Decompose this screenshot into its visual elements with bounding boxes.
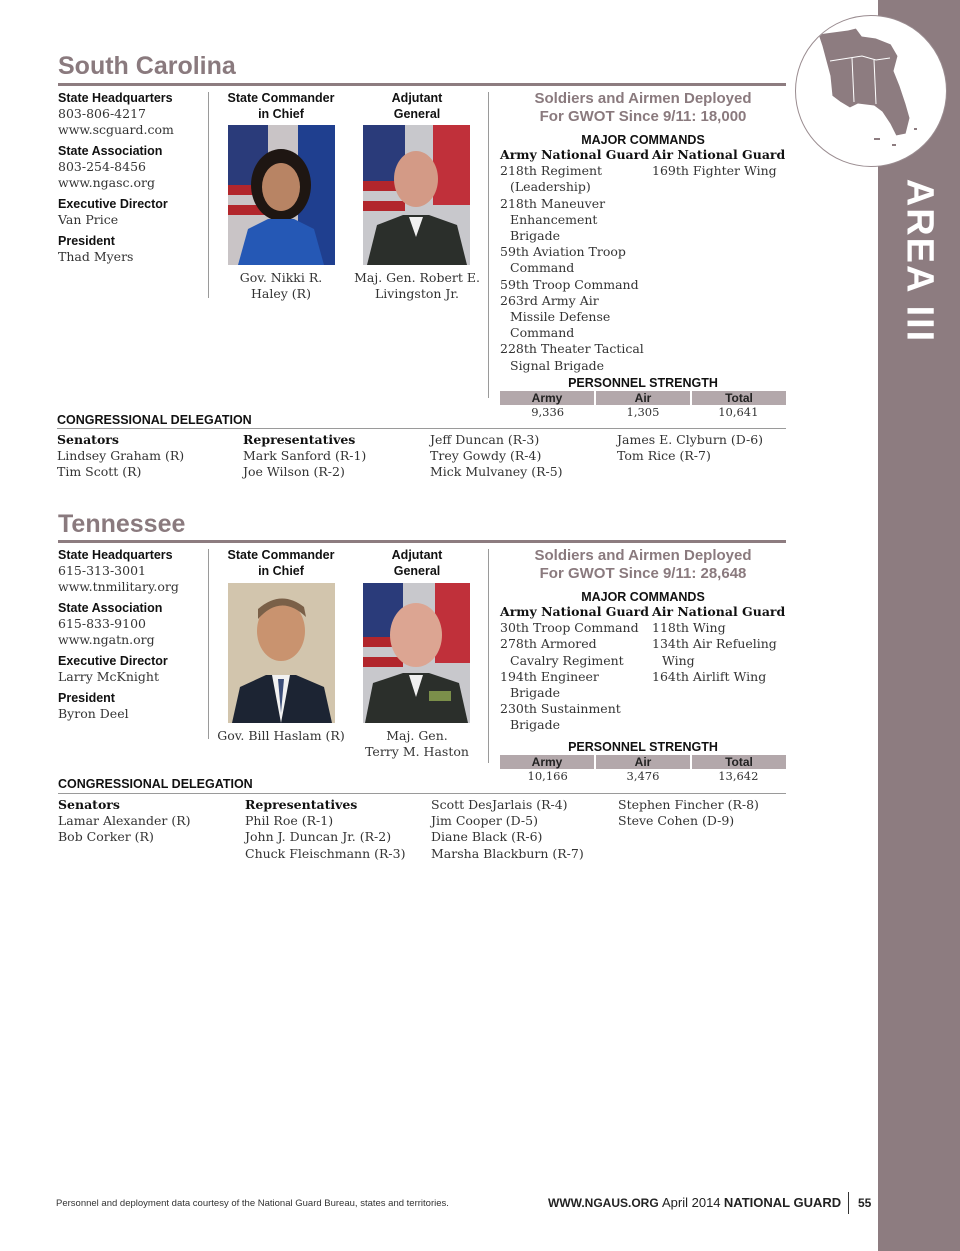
assoc-phone: 615-833-9100 [58,616,146,631]
assoc-url[interactable]: www.ngasc.org [58,175,155,190]
president-name: Thad Myers [58,249,134,264]
delegation-member: Trey Gowdy (R-4) [430,448,542,464]
divider [488,92,489,398]
adjutant-caption: Maj. Gen. Terry M. Haston [365,728,469,759]
ps-total-value: 13,642 [718,769,759,783]
delegation-col-2 [245,797,425,862]
president-label: President [58,234,115,248]
air-command-line: Wing [662,652,695,668]
exec-label: Executive Director [58,197,168,211]
delegation-member: Jim Cooper (D-5) [431,813,538,829]
air-command-line: 134th Air Refueling [652,636,777,652]
exec-name: Larry McKnight [58,669,160,684]
adjutant-caption: Maj. Gen. Robert E. Livingston Jr. [354,270,480,301]
footer-issue: April 2014 [662,1195,721,1210]
delegation-member: Stephen Fincher (R-8) [618,797,759,812]
hq-url[interactable]: www.tnmilitary.org [58,579,179,594]
ps-air-value: 1,305 [626,405,660,419]
personnel-strength-header-bar [500,391,786,405]
delegation-member: Diane Black (R-6) [431,829,543,845]
congressional-delegation-heading: CONGRESSIONAL DELEGATION [57,413,252,427]
gwot-deployed: Soldiers and Airmen Deployed For GWOT Since 9/11: 28,648 [534,547,752,582]
gwot-deployed: Soldiers and Airmen Deployed For GWOT Since 9/11: 18,000 [534,90,752,125]
ps-col-total: Total [725,391,753,405]
divider [208,92,209,298]
footer-divider [848,1192,849,1214]
hq-phone: 615-313-3001 [58,563,146,578]
army-command-line: Brigade [510,717,561,733]
army-command-line: Command [510,260,575,276]
governor-photo [228,583,335,723]
divider [58,793,786,794]
army-heading: Army National Guard [500,604,649,619]
delegation-member: Joe Wilson (R-2) [243,464,345,480]
delegation-column-heading: Senators [57,432,119,447]
major-commands-heading: MAJOR COMMANDS [581,590,705,604]
air-command-line: 118th Wing [652,620,726,636]
adjutant-general-photo [363,125,470,265]
army-command-line: Brigade [510,685,561,701]
delegation-member: Mark Sanford (R-1) [243,448,367,464]
ps-col-air: Air [596,755,692,769]
delegation-member: Bob Corker (R) [58,829,154,845]
governor-caption: Gov. Nikki R. Haley (R) [239,270,323,301]
delegation-member: Chuck Fleischmann (R-3) [245,845,406,861]
delegation-member: John J. Duncan Jr. (R-2) [245,829,392,845]
army-command-line: 228th Theater Tactical [500,341,644,357]
footer-credit: Personnel and deployment data courtesy of the National Guard Bureau, states and territories. [56,1198,449,1209]
ps-army-value: 9,336 [531,405,565,419]
exec-name: Van Price [58,212,119,227]
region-map [795,15,947,167]
hq-phone: 803-806-4217 [58,106,146,121]
delegation-col-4 [617,432,787,464]
army-command-line: Signal Brigade [510,357,605,373]
delegation-member: Jeff Duncan (R-3) [430,432,540,447]
delegation-member: Lindsey Graham (R) [57,448,185,464]
delegation-col-2 [243,432,423,481]
adjutant-general-photo [363,583,470,723]
adjutant-heading: Adjutant General [391,548,443,578]
delegation-member: Lamar Alexander (R) [58,813,191,829]
army-command-line: 278th Armored [500,636,597,652]
state-contact-info [58,547,208,727]
delegation-member: Steve Cohen (D-9) [618,813,735,829]
air-command-line: 164th Airlift Wing [652,668,767,684]
personnel-strength-heading: PERSONNEL STRENGTH [568,376,718,390]
assoc-url[interactable]: www.ngatn.org [58,632,155,647]
delegation-member: Scott DesJarlais (R-4) [431,797,568,812]
ps-total-value: 10,641 [718,405,759,419]
hq-label: State Headquarters [58,548,173,562]
army-command-line: Brigade [510,228,561,244]
personnel-strength-heading: PERSONNEL STRENGTH [568,740,718,754]
ps-army-value: 10,166 [527,769,568,783]
army-command-line: 263rd Army Air [500,292,599,308]
army-command-line: 30th Troop Command [500,620,639,636]
state-rule [58,83,786,86]
delegation-member: Phil Roe (R-1) [245,813,334,829]
divider [208,549,209,739]
army-heading: Army National Guard [500,147,649,162]
personnel-strength-values [500,405,786,419]
assoc-label: State Association [58,144,163,158]
delegation-col-1 [57,432,237,481]
delegation-col-3 [431,797,611,862]
air-heading: Air National Guard [652,604,786,619]
army-command-line: 59th Aviation Troop [500,244,626,260]
delegation-column-heading: Senators [58,797,120,812]
divider [488,549,489,763]
area-label: AREA III [898,178,941,344]
footer-magazine: NATIONAL GUARD [723,1195,842,1210]
assoc-phone: 803-254-8456 [58,159,146,174]
commander-heading: State Commander in Chief [227,548,335,578]
army-command-line: 218th Regiment [500,163,603,179]
air-commands [652,604,786,685]
governor-photo [228,125,335,265]
air-command-line: 169th Fighter Wing [652,163,777,179]
delegation-member: Tim Scott (R) [57,464,142,480]
ps-col-total: Total [725,755,753,769]
delegation-column-heading: Representatives [243,432,356,447]
army-commands [500,147,650,374]
delegation-column-heading: Representatives [245,797,358,812]
delegation-member: Mick Mulvaney (R-5) [430,464,563,480]
president-label: President [58,691,115,705]
exec-label: Executive Director [58,654,168,668]
army-command-line: 218th Maneuver [500,195,606,211]
state-title-tennessee: Tennessee [58,510,186,538]
major-commands-heading: MAJOR COMMANDS [581,133,705,147]
delegation-col-4 [618,797,788,829]
army-commands [500,604,650,734]
page-number: 55 [858,1196,872,1210]
hq-label: State Headquarters [58,91,173,105]
delegation-member: Tom Rice (R-7) [617,448,711,464]
ps-col-army: Army [500,755,596,769]
army-command-line: Enhancement [510,211,598,227]
congressional-delegation-heading: CONGRESSIONAL DELEGATION [58,777,253,791]
personnel-strength-header-bar [500,755,786,769]
state-title-south-carolina: South Carolina [58,52,236,80]
divider [57,428,786,429]
state-contact-info [58,90,208,270]
army-command-line: 59th Troop Command [500,276,639,292]
air-heading: Air National Guard [652,147,786,162]
commander-heading: State Commander in Chief [227,91,335,121]
army-command-line: Missile Defense [510,309,611,325]
adjutant-heading: Adjutant General [391,91,443,121]
ps-col-air: Air [596,391,692,405]
ps-air-value: 3,476 [626,769,660,783]
state-rule [58,540,786,543]
governor-caption: Gov. Bill Haslam (R) [217,728,345,743]
air-commands [652,147,786,179]
army-command-line: Cavalry Regiment [510,652,624,668]
president-name: Byron Deel [58,706,129,721]
assoc-label: State Association [58,601,163,615]
army-command-line: 194th Engineer [500,668,599,684]
footer-masthead [548,1195,841,1210]
footer-url[interactable]: WWW.NGAUS.ORG [548,1196,659,1210]
delegation-member: Marsha Blackburn (R-7) [431,845,584,861]
army-command-line: 230th Sustainment [500,701,621,717]
delegation-col-1 [58,797,238,846]
army-command-line: Command [510,325,575,341]
delegation-col-3 [430,432,610,481]
personnel-strength-values [500,769,786,783]
army-command-line: (Leadership) [510,179,591,195]
delegation-member: James E. Clyburn (D-6) [617,432,764,447]
ps-col-army: Army [500,391,596,405]
hq-url[interactable]: www.scguard.com [58,122,174,137]
